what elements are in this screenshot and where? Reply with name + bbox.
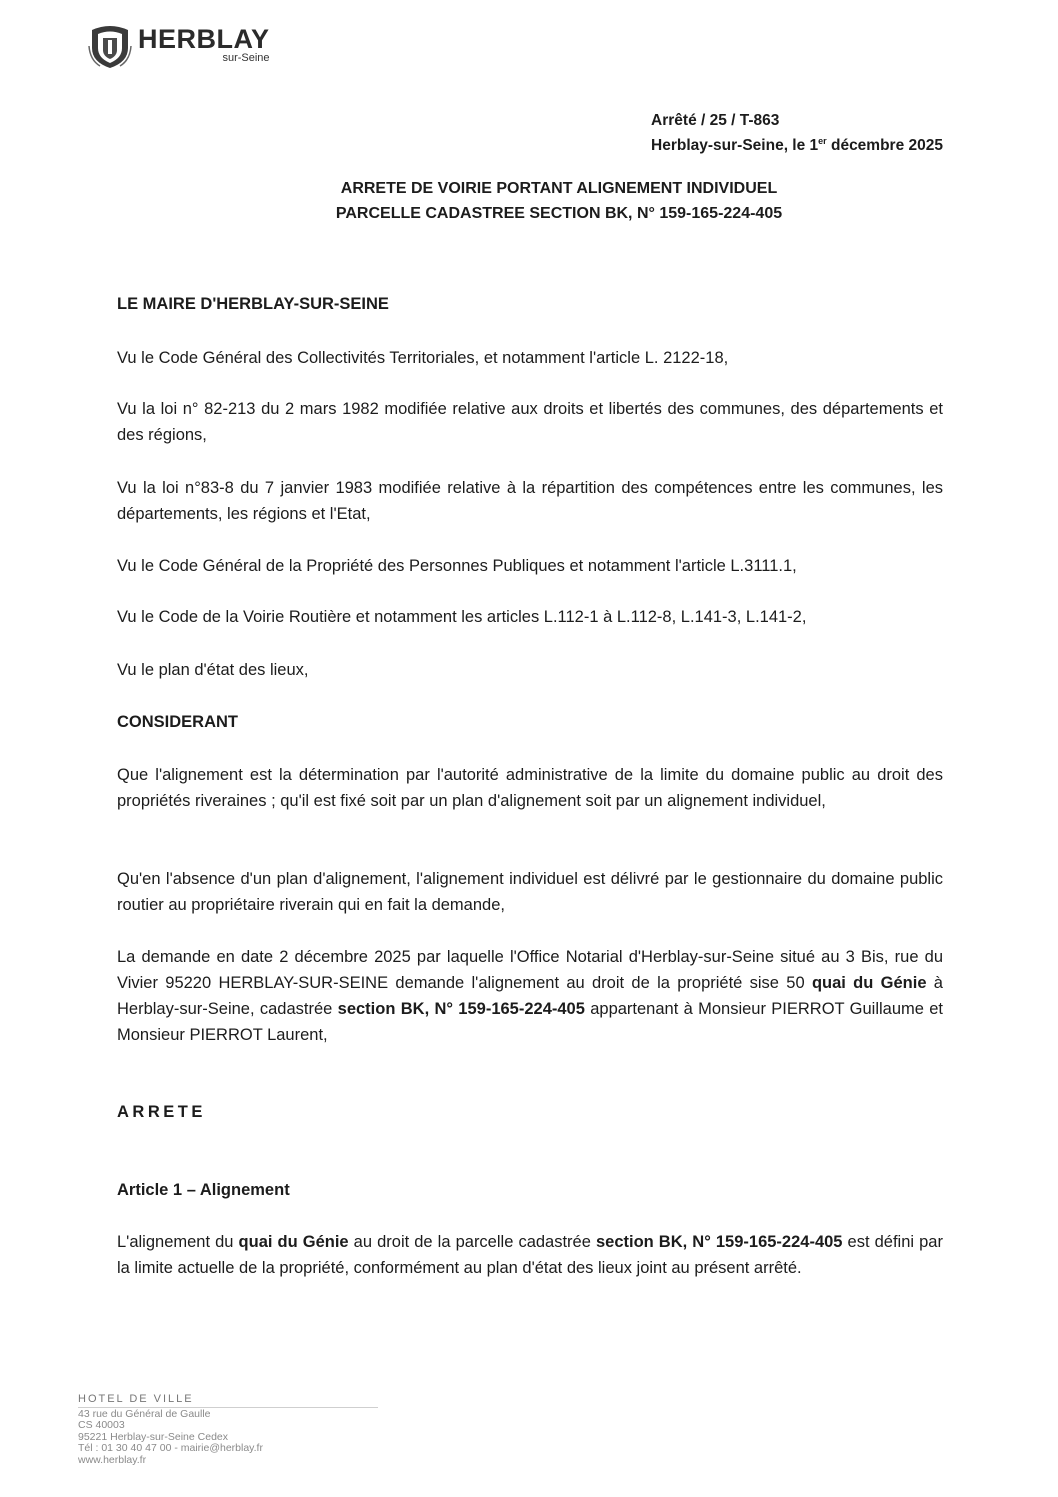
vu-paragraph-1: Vu le Code Général des Collectivités Territoriales, et notamment l'article L. 2122-18,	[117, 349, 729, 367]
maire-heading: LE MAIRE D'HERBLAY-SUR-SEINE	[117, 295, 389, 313]
article-1-title: Article 1 – Alignement	[117, 1181, 290, 1199]
title-line-1: ARRETE DE VOIRIE PORTANT ALIGNEMENT INDIVIDUEL	[340, 180, 778, 197]
footer-contact: Tél : 01 30 40 47 00 - mairie@herblay.fr	[78, 1442, 263, 1454]
ref-number: Arrêté / 25 / T-863	[651, 112, 780, 129]
date-line: Herblay-sur-Seine, le 1er décembre 2025	[651, 135, 943, 154]
footer-address	[78, 1394, 378, 1466]
footer-postal: 95221 Herblay-sur-Seine Cedex	[78, 1430, 228, 1443]
footer-cs: CS 40003	[78, 1419, 125, 1431]
vu-paragraph-2: Vu la loi n° 82-213 du 2 mars 1982 modifiée relative aux droits et libertés des communes, des départements et des régions,	[117, 400, 943, 444]
vu-paragraph-6: Vu le plan d'état des lieux,	[117, 661, 309, 679]
title-line-2: PARCELLE CADASTREE SECTION BK, N° 159-165-224-405	[335, 205, 783, 222]
footer-website: www.herblay.fr	[78, 1453, 147, 1466]
considerant-paragraph-2: Qu'en l'absence d'un plan d'alignement, l'alignement individuel est délivré par le gestionnaire du domaine public routier au propriétaire riverain qui en fait la demande,	[117, 870, 943, 914]
arrete-heading: ARRETE	[117, 1103, 206, 1121]
vu-paragraph-5: Vu le Code de la Voirie Routière et notamment les articles L.112-1 à L.112-8, L.141-3, L.141-2,	[117, 608, 807, 626]
vu-paragraph-3: Vu la loi n°83-8 du 7 janvier 1983 modifiée relative à la répartition des compétences entre les communes, les départements, les régions et l'Etat,	[117, 479, 943, 523]
article-1-text: L'alignement du quai du Génie au droit de la parcelle cadastrée section BK, N° 159-165-224-405 est défini par la limite actuelle de la propriété, conformément au plan d'état des lieux joint au présent arrêté.	[117, 1233, 943, 1277]
vu-paragraph-4: Vu le Code Général de la Propriété des Personnes Publiques et notamment l'article L.3111.1,	[117, 557, 797, 575]
considerant-paragraph-1: Que l'alignement est la détermination par l'autorité administrative de la limite du domaine public au droit des propriétés riveraines ; qu'il est fixé soit par un plan d'alignement soit par un alignement individuel,	[117, 766, 943, 810]
considerant-heading: CONSIDERANT	[117, 713, 239, 731]
city-crest-icon	[88, 24, 132, 70]
document-title	[0, 176, 1058, 226]
city-logo	[88, 24, 270, 70]
logo-name: HERBLAY	[138, 24, 270, 54]
footer-street: 43 rue du Général de Gaulle	[78, 1407, 211, 1420]
document-reference	[651, 108, 943, 158]
considerant-paragraph-3: La demande en date 2 décembre 2025 par laquelle l'Office Notarial d'Herblay-sur-Seine situé au 3 Bis, rue du Vivier 95220 HERBLAY-SUR-SEINE demande l'alignement au droit de la propriété sise 50 quai du Génie à Herblay-sur-Seine, cadastrée section BK, N° 159-165-224-405 appartenant à Monsieur PIERROT Guillaume et Monsieur PIERROT Laurent,	[117, 948, 943, 1044]
logo-subtitle: sur-Seine	[222, 52, 270, 64]
footer-title: HOTEL DE VILLE	[78, 1394, 378, 1408]
